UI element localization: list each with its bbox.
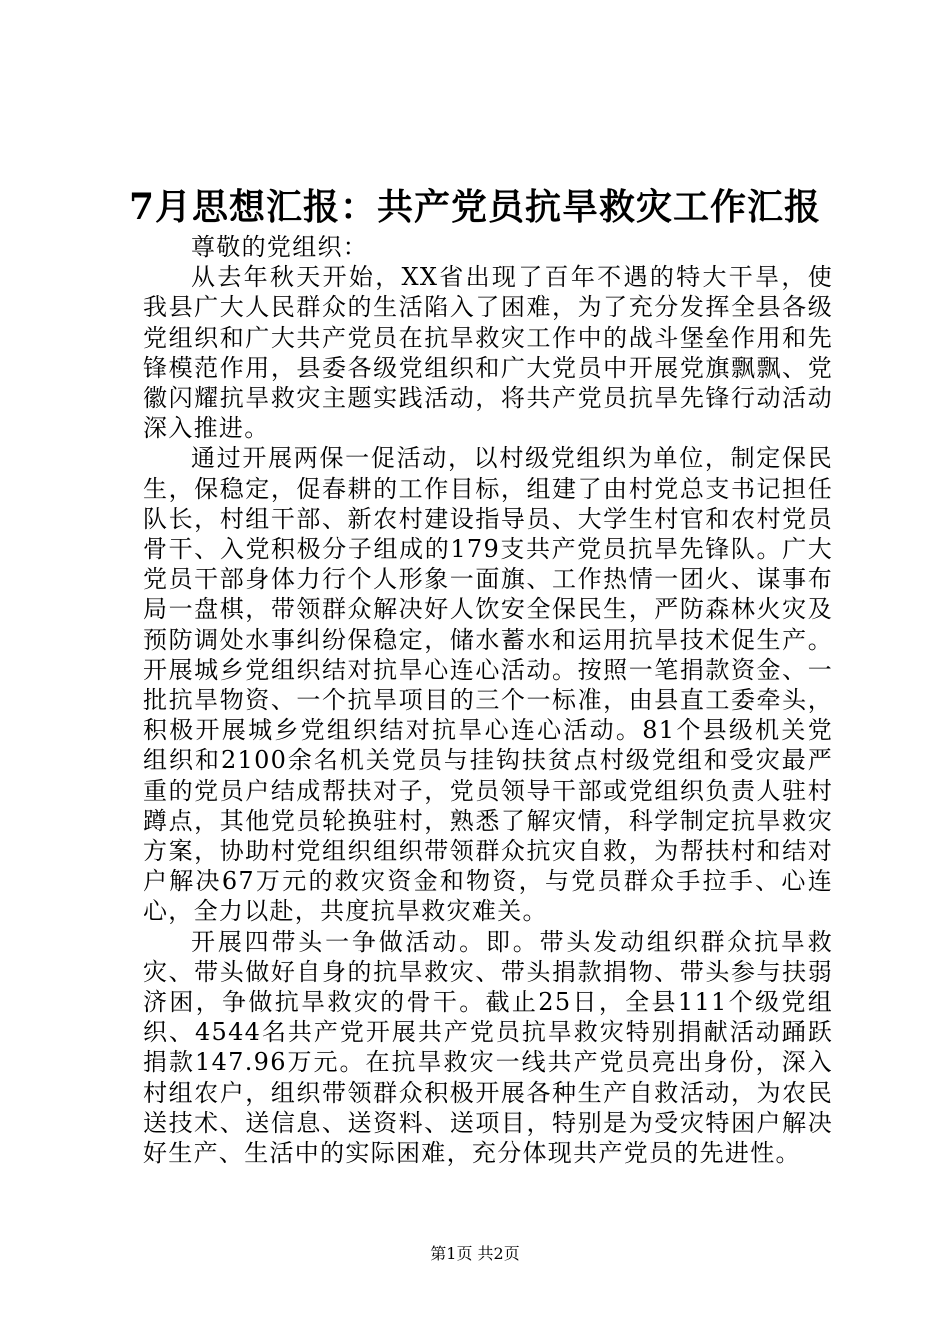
document-body (143, 232, 833, 1168)
page-footer: 第1页 共2页 (430, 1244, 520, 1263)
paragraph: 开展四带头一争做活动。即。带头发动组织群众抗旱救灾、带头做好自身的抗旱救灾、带头捐款捐物、带头参与扶弱济困，争做抗旱救灾的骨干。截止25日，全县111个级党组织、4544名共产党开展共产党员抗旱救灾特别捐献活动踊跃捐款147.96万元。在抗旱救灾一线共产党员亮出身份，深入村组农户，组织带领群众积极开展各种生产自救活动，为农民送技术、送信息、送资料、送项目，特别是为受灾特困户解决好生产、生活中的实际困难，充分体现共产党员的先进性。 (143, 927, 833, 1168)
paragraph: 从去年秋天开始，XX省出现了百年不遇的特大干旱，使我县广大人民群众的生活陷入了困难，为了充分发挥全县各级党组织和广大共产党员在抗旱救灾工作中的战斗堡垒作用和先锋模范作用，县委各级党组织和广大党员中开展党旗飘飘、党徽闪耀抗旱救灾主题实践活动，将共产党员抗旱先锋行动活动深入推进。 (143, 263, 833, 443)
salutation: 尊敬的党组织： (191, 233, 369, 261)
document-title: 7月思想汇报：共产党员抗旱救灾工作汇报 (128, 186, 822, 228)
paragraph: 通过开展两保一促活动，以村级党组织为单位，制定保民生，保稳定，促春耕的工作目标，组建了由村党总支书记担任队长，村组干部、新农村建设指导员、大学生村官和农村党员骨干、入党积极分子组成的179支共产党员抗旱先锋队。广大党员干部身体力行个人形象一面旗、工作热情一团火、谋事布局一盘棋，带领群众解决好人饮安全保民生，严防森林火灾及预防调处水事纠纷保稳定，储水蓄水和运用抗旱技术促生产。开展城乡党组织结对抗旱心连心活动。按照一笔捐款资金、一批抗旱物资、一个抗旱项目的三个一标准，由县直工委牵头，积极开展城乡党组织结对抗旱心连心活动。81个县级机关党组织和2100余名机关党员与挂钩扶贫点村级党组和受灾最严重的党员户结成帮扶对子，党员领导干部或党组织负责人驻村蹲点，其他党员轮换驻村，熟悉了解灾情，科学制定抗旱救灾方案，协助村党组织组织带领群众抗灾自救，为帮扶村和结对户解决67万元的救灾资金和物资，与党员群众手拉手、心连心，全力以赴，共度抗旱救灾难关。 (143, 444, 833, 926)
